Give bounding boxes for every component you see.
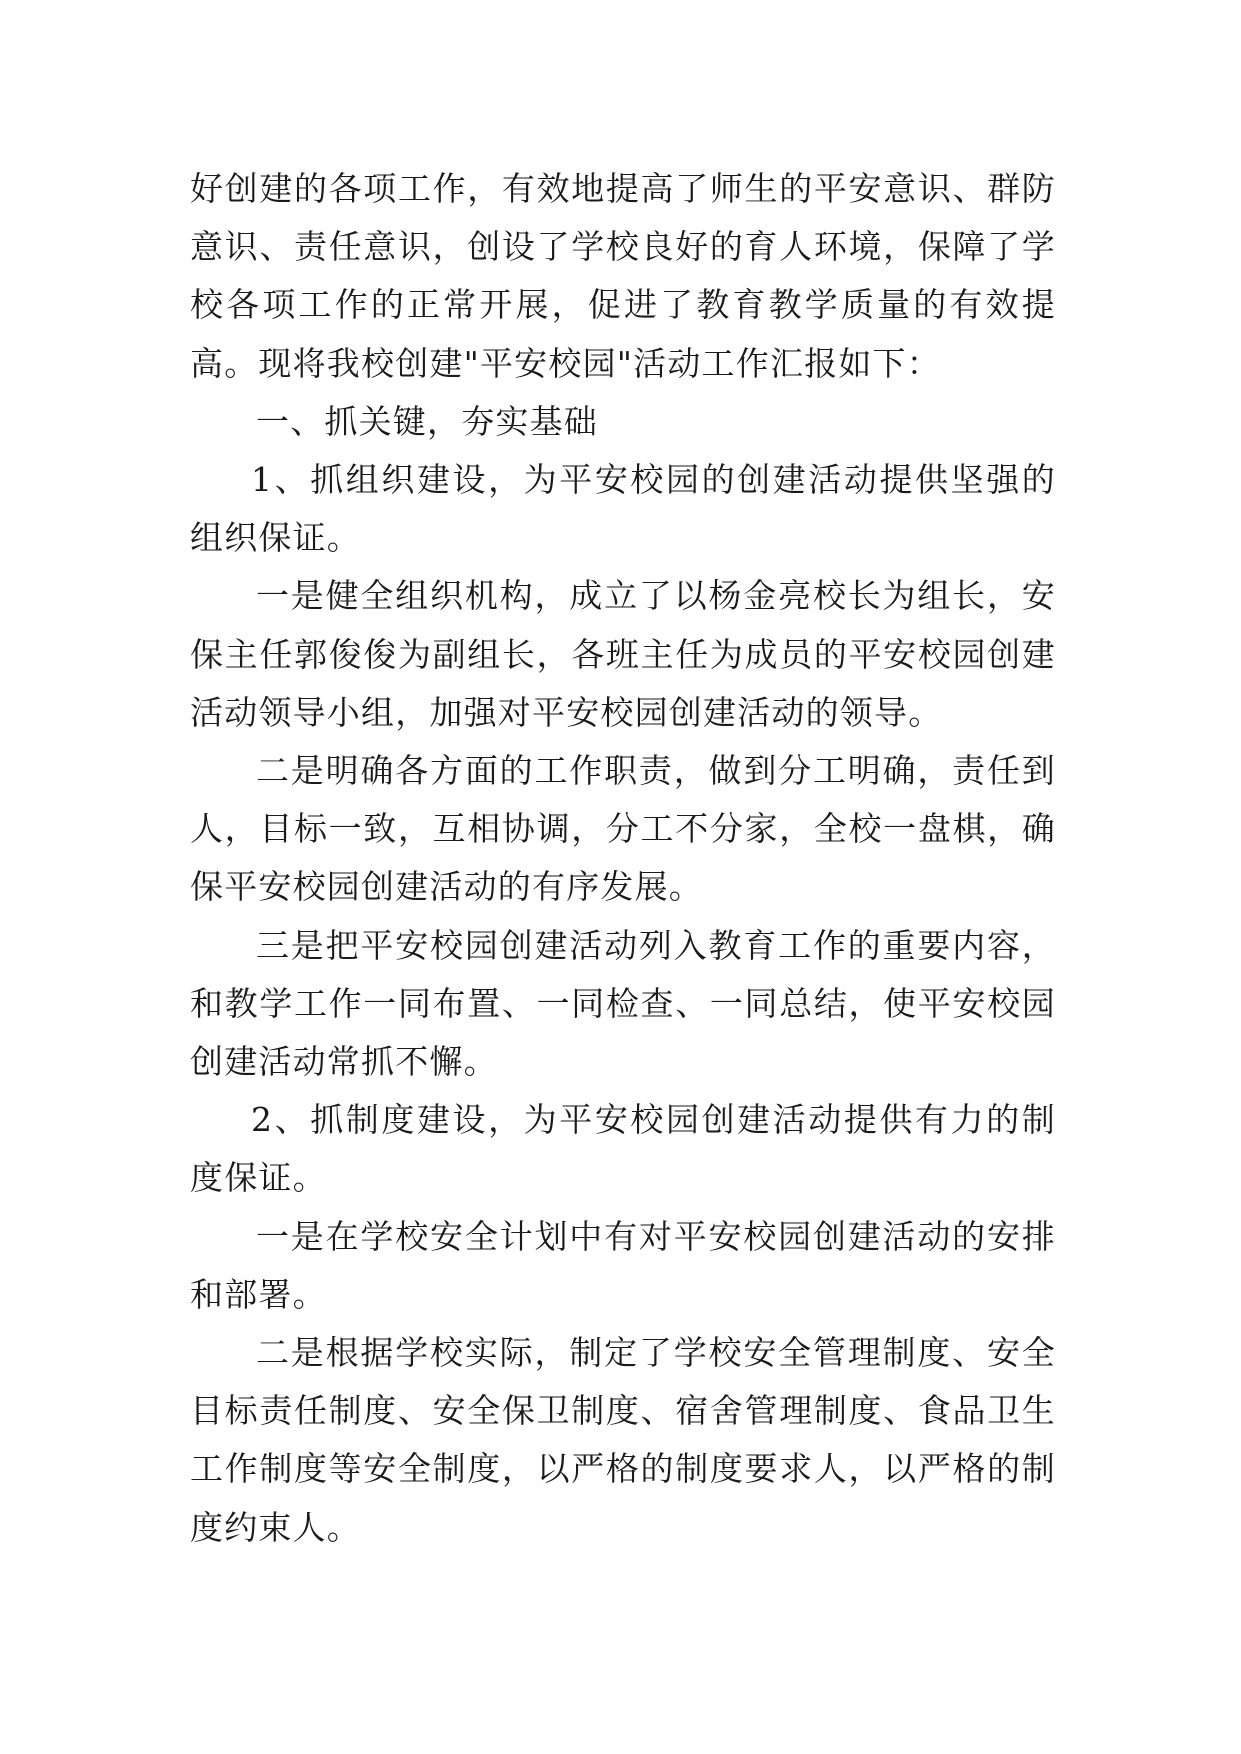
paragraph-system-2: 二是根据学校实际，制定了学校安全管理制度、安全目标责任制度、安全保卫制度、宿舍管理制度、食品卫生工作制度等安全制度，以严格的制度要求人，以严格的制度约束人。	[190, 1333, 1056, 1547]
document-body	[190, 160, 1056, 1557]
subheading-organization: 1、抓组织建设，为平安校园的创建活动提供坚强的组织保证。	[190, 460, 1056, 558]
paragraph-organization-3: 三是把平安校园创建活动列入教育工作的重要内容，和教学工作一同布置、一同检查、一同总结，使平安校园创建活动常抓不懈。	[190, 925, 1056, 1082]
paragraph-intro: 好创建的各项工作，有效地提高了师生的平安意识、群防意识、责任意识，创设了学校良好的育人环境，保障了学校各项工作的正常开展，促进了教育教学质量的有效提高。现将我校创建"平安校园"活动工作汇报如下：	[190, 169, 1056, 383]
paragraph-system-1: 一是在学校安全计划中有对平安校园创建活动的安排和部署。	[190, 1216, 1056, 1314]
paragraph-organization-1: 一是健全组织机构，成立了以杨金亮校长为组长，安保主任郭俊俊为副组长，各班主任为成员的平安校园创建活动领导小组，加强对平安校园创建活动的领导。	[190, 576, 1056, 732]
subheading-system: 2、抓制度建设，为平安校园创建活动提供有力的制度保证。	[190, 1100, 1056, 1198]
heading-section-1: 一、抓关键，夯实基础	[256, 401, 598, 441]
paragraph-organization-2: 二是明确各方面的工作职责，做到分工明确，责任到人，目标一致，互相协调，分工不分家，全校一盘棋，确保平安校园创建活动的有序发展。	[190, 751, 1056, 907]
